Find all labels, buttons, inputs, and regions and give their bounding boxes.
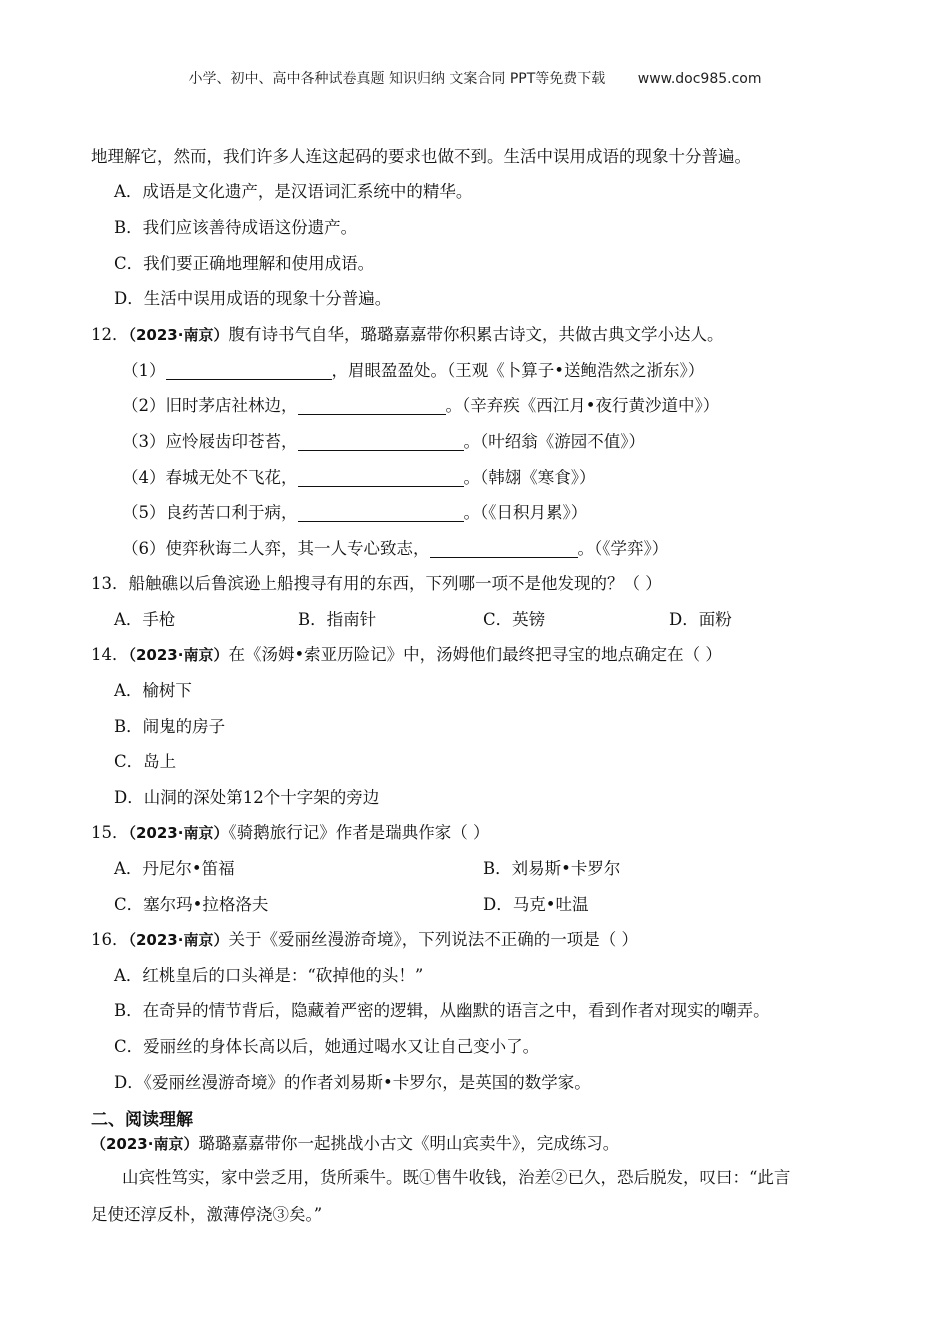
header-site: www.doc985.com (637, 71, 762, 87)
q12-item-6-pre: （6）使弈秋诲二人弈，其一人专心致志， (122, 539, 430, 558)
q12-item-1-pre: （1） (122, 361, 166, 380)
q12-item-6-post: 。（《学弈》） (577, 539, 669, 558)
q14-text: 在《汤姆•索亚历险记》中，汤姆他们最终把寻宝的地点确定在（ ） (228, 645, 722, 664)
q16-option-d: D．《爱丽丝漫游奇境》的作者刘易斯•卡罗尔，是英国的数学家。 (114, 1073, 591, 1092)
q13-option-b: B．指南针 (298, 610, 377, 629)
q14-option-b: B．闹鬼的房子 (114, 717, 226, 736)
q12-item-3 (122, 431, 645, 453)
q12-item-2-post: 。（辛弃疾《西江月•夜行黄沙道中》） (445, 396, 720, 415)
answer-blank[interactable] (298, 503, 464, 522)
section2-intro-text: 璐璐嘉嘉带你一起挑战小古文《明山宾卖牛》，完成练习。 (198, 1134, 620, 1153)
q12-source: （2023·南京） (128, 326, 229, 344)
q13-option-d: D．面粉 (669, 610, 732, 629)
q12-item-3-pre: （3）应怜屐齿印苍苔， (122, 432, 298, 451)
q12-item-4-pre: （4）春城无处不飞花， (122, 468, 298, 487)
q15-source: （2023·南京） (128, 824, 229, 842)
q12-item-4 (122, 467, 596, 489)
answer-blank[interactable] (430, 539, 578, 558)
q14-stem (91, 644, 722, 666)
q12-item-1 (122, 360, 704, 382)
page-header (0, 68, 950, 88)
q12-item-5 (122, 502, 587, 524)
q12-item-5-pre: （5）良药苦口利于病， (122, 503, 298, 522)
q15-option-d: D．马克•吐温 (483, 895, 589, 914)
header-text: 小学、初中、高中各种试卷真题 知识归纳 文案合同 PPT等免费下载 (188, 71, 606, 87)
q12-item-3-post: 。（叶绍翁《游园不值》） (463, 432, 645, 451)
q15-option-a: A．丹尼尔•笛福 (114, 859, 235, 878)
q11-option-d: D．生活中误用成语的现象十分普遍。 (114, 289, 392, 308)
q12-item-1-post: ，眉眼盈盈处。（王观《卜算子•送鲍浩然之浙东》） (331, 361, 705, 380)
q12-num: 12． (91, 325, 129, 344)
q15-num: 15． (91, 823, 129, 842)
q16-num: 16． (91, 930, 129, 949)
q15-stem (91, 822, 489, 844)
q16-text: 关于《爱丽丝漫游奇境》，下列说法不正确的一项是（ ） (228, 930, 638, 949)
q14-option-c: C．岛上 (114, 752, 177, 771)
q12-text: 腹有诗书气自华，璐璐嘉嘉带你积累古诗文，共做古典文学小达人。 (228, 325, 724, 344)
q15-text: 《骑鹅旅行记》作者是瑞典作家（ ） (228, 823, 490, 842)
q13-option-a: A．手枪 (114, 610, 176, 629)
q14-option-d: D．山洞的深处第12个十字架的旁边 (114, 788, 380, 807)
intro-line: 地理解它，然而，我们许多人连这起码的要求也做不到。生活中误用成语的现象十分普遍。 (91, 147, 751, 166)
q12-item-2 (122, 395, 719, 417)
q14-num: 14． (91, 645, 129, 664)
q15-option-b: B．刘易斯•卡罗尔 (483, 859, 621, 878)
q12-item-4-post: 。（韩翃《寒食》） (463, 468, 596, 487)
q16-option-b: B．在奇异的情节背后，隐藏着严密的逻辑，从幽默的语言之中，看到作者对现实的嘲弄。 (114, 1001, 770, 1020)
answer-blank[interactable] (298, 432, 464, 451)
answer-blank[interactable] (298, 468, 464, 487)
q12-stem (91, 324, 723, 346)
section-title: 二、阅读理解 (91, 1110, 193, 1130)
section2-source: （2023·南京） (91, 1135, 199, 1153)
q16-stem (91, 929, 638, 951)
q16-source: （2023·南京） (128, 931, 229, 949)
q14-option-a: A．榆树下 (114, 681, 192, 700)
passage-line-1: 山宾性笃实，家中尝乏用，货所乘牛。既①售牛收钱，治差②已久，恐后脱发，叹曰：“此言 (122, 1168, 791, 1187)
q11-option-c: C．我们要正确地理解和使用成语。 (114, 254, 375, 273)
q11-option-a: A．成语是文化遗产，是汉语词汇系统中的精华。 (114, 182, 473, 201)
q16-option-c: C．爱丽丝的身体长高以后，她通过喝水又让自己变小了。 (114, 1037, 540, 1056)
q16-option-a: A．红桃皇后的口头禅是：“砍掉他的头！” (114, 966, 424, 985)
q12-item-6 (122, 538, 668, 560)
q15-option-c: C．塞尔玛•拉格洛夫 (114, 895, 269, 914)
q13-stem: 13．船触礁以后鲁滨逊上船搜寻有用的东西，下列哪一项不是他发现的？（ ） (91, 574, 662, 593)
answer-blank[interactable] (298, 396, 446, 415)
q13-option-c: C．英镑 (483, 610, 546, 629)
q12-item-5-post: 。（《日积月累》） (463, 503, 588, 522)
q14-source: （2023·南京） (128, 646, 229, 664)
passage-line-2: 足使还淳反朴，激薄停浇③矣。” (91, 1205, 323, 1224)
section2-intro (91, 1133, 619, 1155)
q12-item-2-pre: （2）旧时茅店社林边， (122, 396, 298, 415)
q11-option-b: B．我们应该善待成语这份遗产。 (114, 218, 358, 237)
answer-blank[interactable] (166, 361, 332, 380)
